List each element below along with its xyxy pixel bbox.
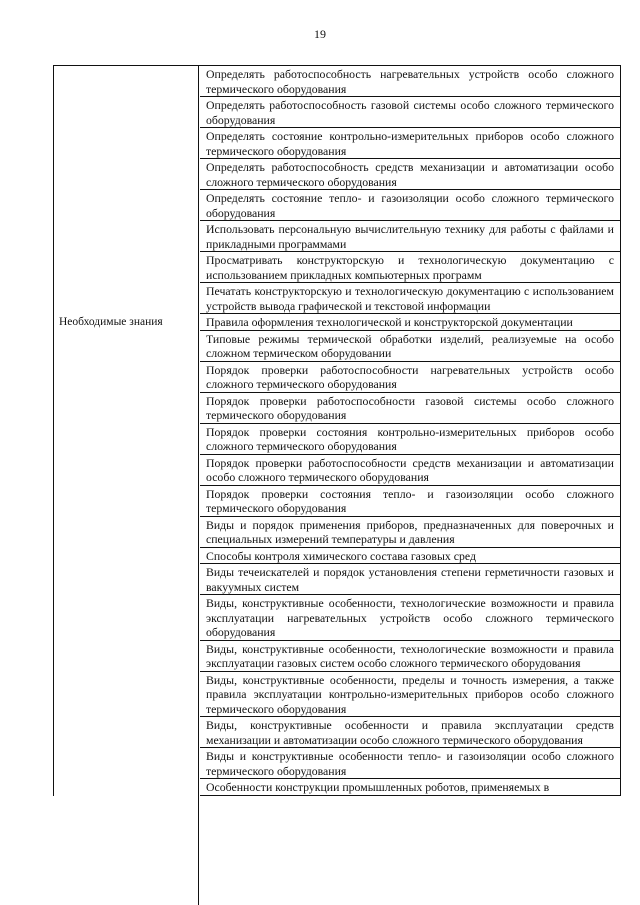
table-row: Печатать конструкторскую и технологическую документацию с использованием устройств вывода графической и текстовой информации bbox=[200, 283, 620, 314]
table-row: Типовые режимы термической обработки изделий, реализуемые на особо сложном термическом оборудовании bbox=[200, 331, 620, 362]
table-row: Использовать персональную вычислительную технику для работы с файлами и прикладными программами bbox=[200, 221, 620, 252]
table-row: Виды, конструктивные особенности, технологические возможности и правила эксплуатации нагревательных устройств особо сложного термического оборудования bbox=[200, 595, 620, 641]
table-row: Виды, конструктивные особенности, технологические возможности и правила эксплуатации газовых систем особо сложного термического оборудования bbox=[200, 641, 620, 672]
table-row: Определять состояние тепло- и газоизоляции особо сложного термического оборудования bbox=[200, 190, 620, 221]
table-row: Особенности конструкции промышленных роботов, применяемых в bbox=[200, 779, 620, 796]
table-row: Определять состояние контрольно-измерительных приборов особо сложного термического оборудования bbox=[200, 128, 620, 159]
skills-section bbox=[54, 66, 620, 314]
knowledge-list bbox=[200, 314, 620, 796]
page-number: 19 bbox=[314, 27, 326, 41]
table-row: Порядок проверки работоспособности газовой системы особо сложного термического оборудования bbox=[200, 393, 620, 424]
skills-list bbox=[200, 66, 620, 314]
table-row: Виды, конструктивные особенности, пределы и точность измерения, а также правила эксплуатации контрольно-измерительных приборов особо сложного термического оборудования bbox=[200, 672, 620, 718]
table-row: Виды и конструктивные особенности тепло- и газоизоляции особо сложного термического оборудования bbox=[200, 748, 620, 779]
table-row: Определять работоспособность средств механизации и автоматизации особо сложного термического оборудования bbox=[200, 159, 620, 190]
competency-table bbox=[53, 65, 621, 796]
table-row: Порядок проверки работоспособности нагревательных устройств особо сложного термического оборудования bbox=[200, 362, 620, 393]
table-row: Способы контроля химического состава газовых сред bbox=[200, 548, 620, 565]
skills-label-cell bbox=[54, 66, 200, 314]
table-row: Порядок проверки состояния контрольно-измерительных приборов особо сложного термического оборудования bbox=[200, 424, 620, 455]
knowledge-label: Необходимые знания bbox=[59, 316, 163, 328]
knowledge-section bbox=[54, 314, 620, 796]
table-row: Правила оформления технологической и конструкторской документации bbox=[200, 314, 620, 331]
table-row: Виды течеискателей и порядок установления степени герметичности газовых и вакуумных систем bbox=[200, 564, 620, 595]
table-row: Порядок проверки состояния тепло- и газоизоляции особо сложного термического оборудования bbox=[200, 486, 620, 517]
table-row: Просматривать конструкторскую и технологическую документацию с использованием прикладных компьютерных программ bbox=[200, 252, 620, 283]
table-row: Определять работоспособность нагревательных устройств особо сложного термического оборудования bbox=[200, 66, 620, 97]
table-row: Определять работоспособность газовой системы особо сложного термического оборудования bbox=[200, 97, 620, 128]
table-row: Порядок проверки работоспособности средств механизации и автоматизации особо сложного термического оборудования bbox=[200, 455, 620, 486]
table-row: Виды и порядок применения приборов, предназначенных для поверочных и специальных измерений температуры и давления bbox=[200, 517, 620, 548]
table-row: Виды, конструктивные особенности и правила эксплуатации средств механизации и автоматизации особо сложного термического оборудования bbox=[200, 717, 620, 748]
